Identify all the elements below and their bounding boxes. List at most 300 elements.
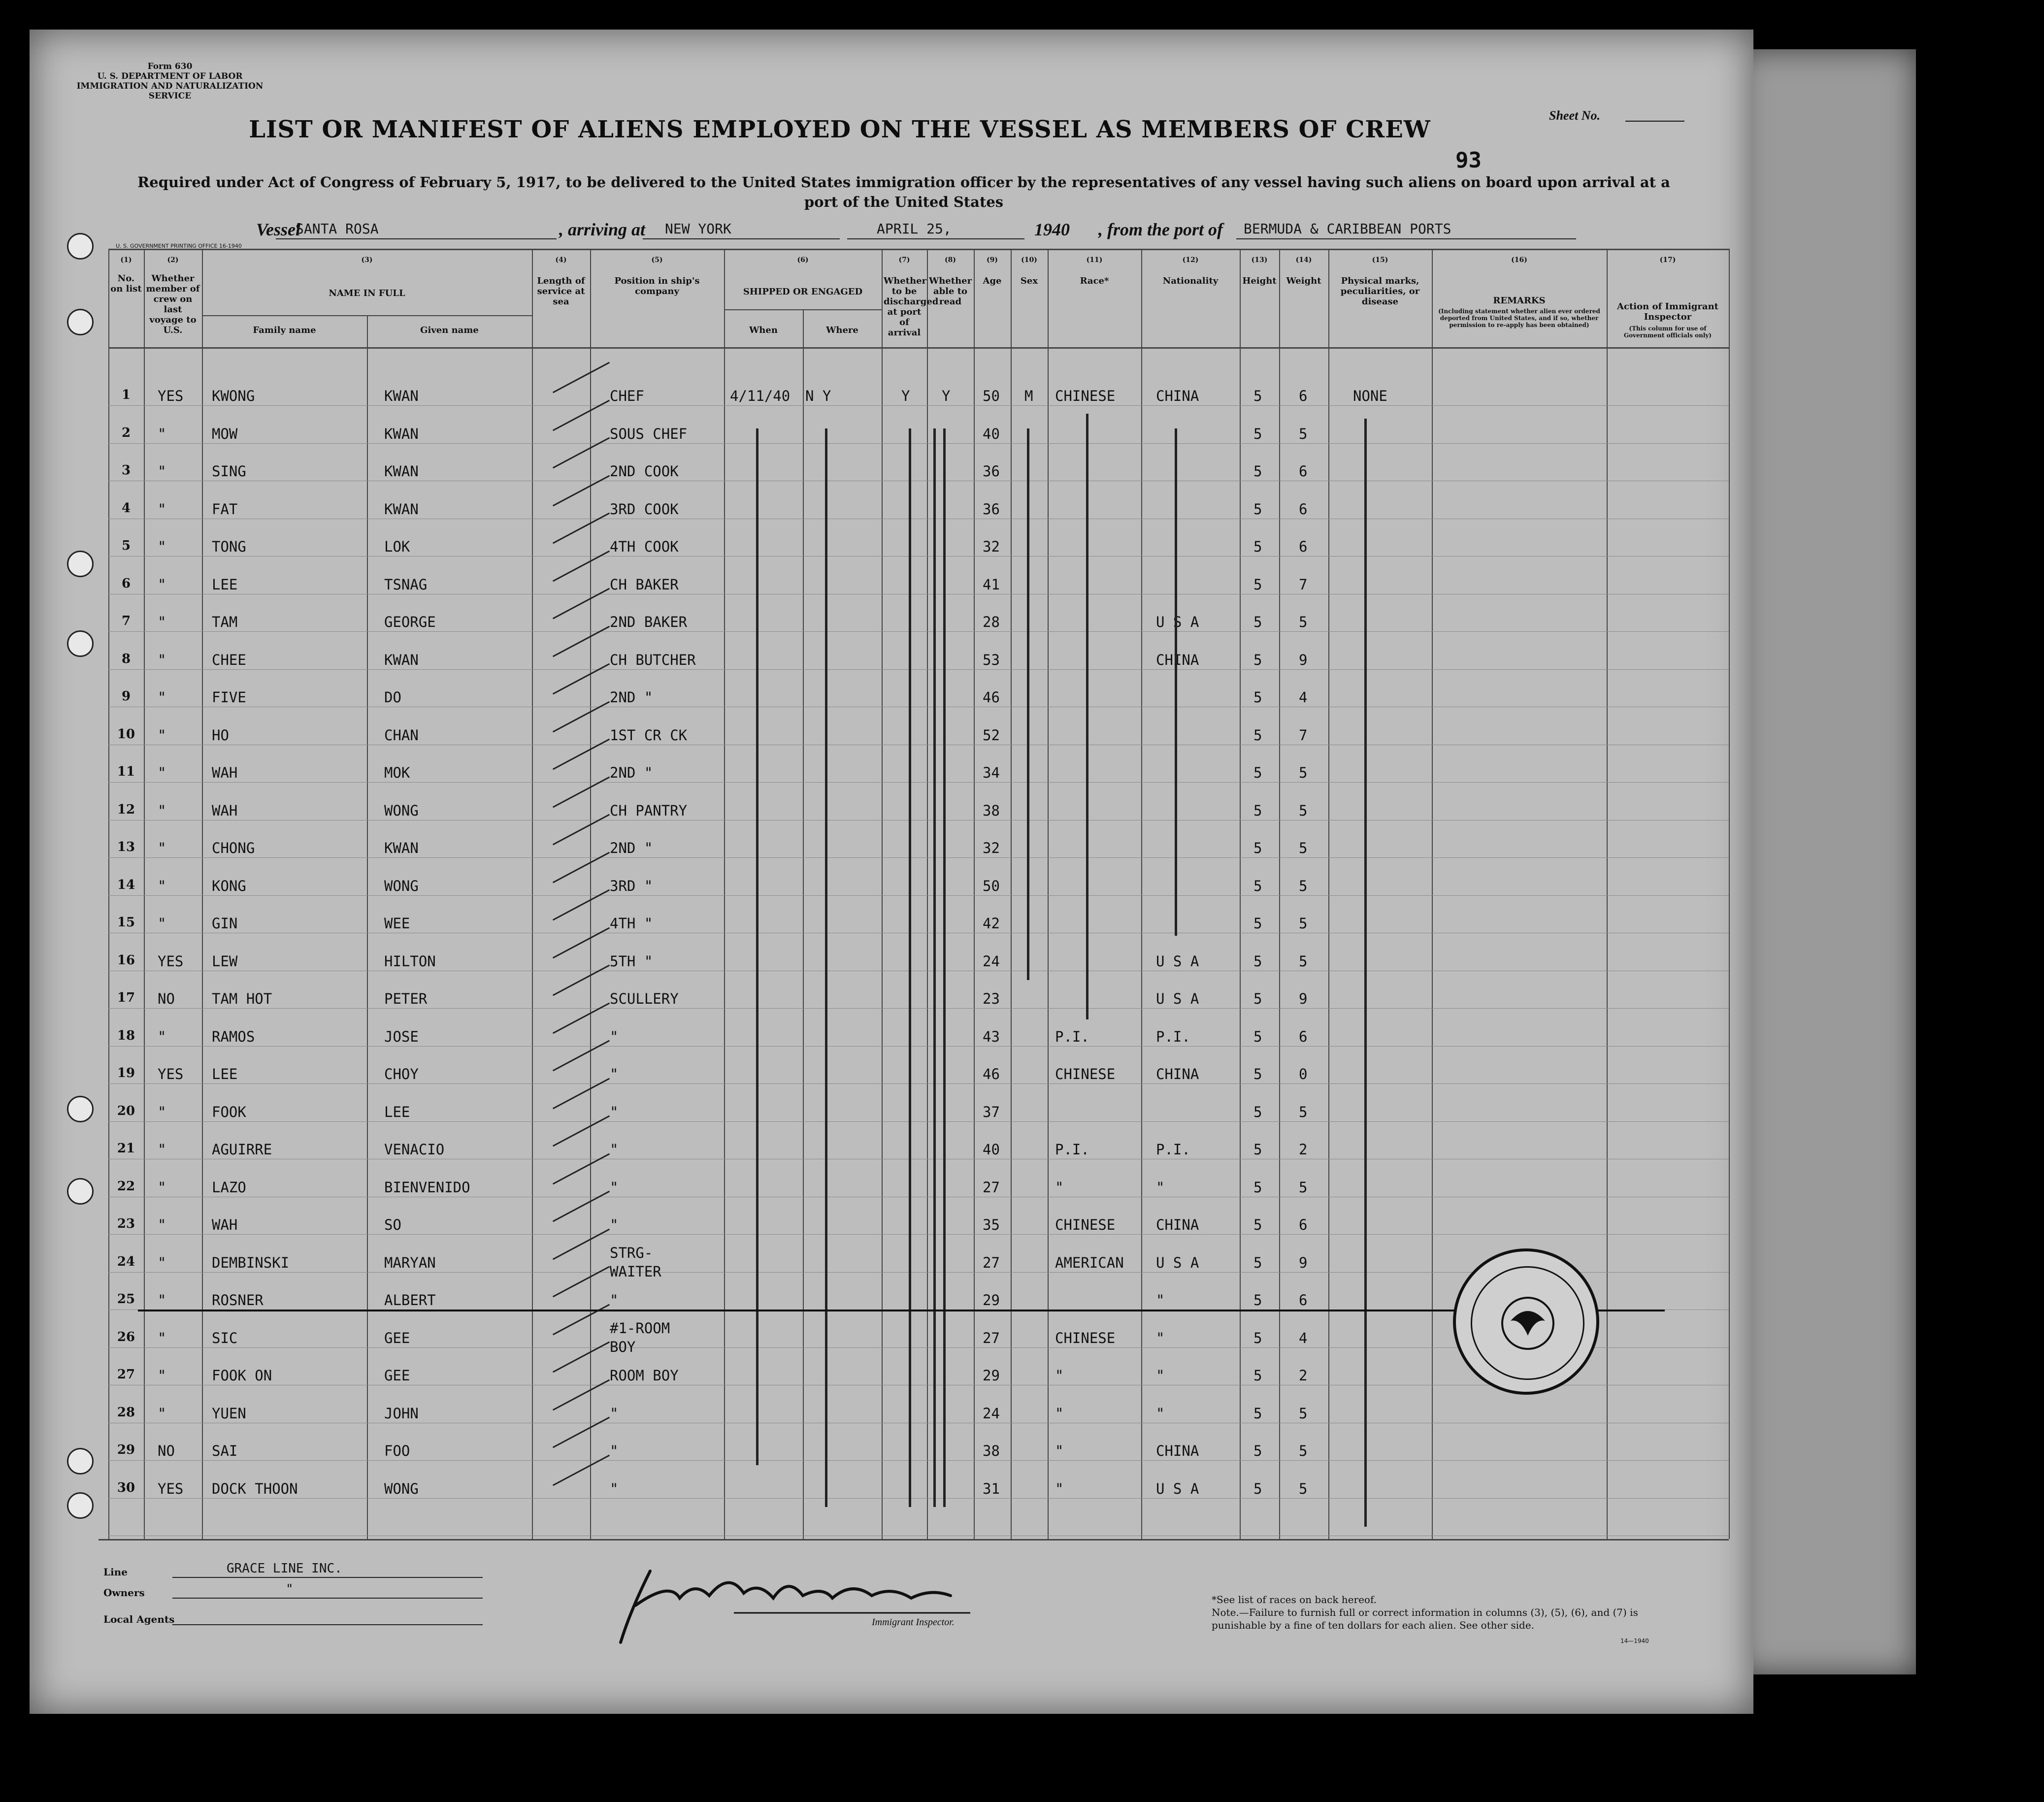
family-name: WAH <box>212 764 238 781</box>
row-number: 16 <box>117 952 135 968</box>
family-name: WAH <box>212 802 238 819</box>
race: CHINESE <box>1055 1066 1116 1082</box>
position: CH BUTCHER <box>610 651 696 668</box>
height: 5 <box>1253 1141 1262 1158</box>
crew-member-last-voyage: NO <box>158 990 175 1007</box>
agents-underline <box>172 1624 483 1625</box>
given-name: TSNAG <box>384 576 428 593</box>
family-name: LEW <box>212 952 238 970</box>
given-name: KWAN <box>384 500 419 518</box>
family-name: DEMBINSKI <box>212 1254 290 1271</box>
height: 5 <box>1253 538 1262 555</box>
given-name: LOK <box>384 538 410 555</box>
column-divider <box>590 249 591 1539</box>
position: " <box>610 1292 619 1309</box>
vessel-name: SANTA ROSA <box>296 221 379 237</box>
column-divider <box>1141 249 1142 1539</box>
weight: 6 <box>1299 463 1308 480</box>
given-name: GEE <box>384 1329 410 1346</box>
height: 5 <box>1253 1480 1262 1497</box>
family-name: CHONG <box>212 840 255 856</box>
crew-member-last-voyage: " <box>158 1405 166 1422</box>
family-name: TONG <box>212 538 246 555</box>
age: 43 <box>983 1028 1000 1045</box>
row-number: 21 <box>117 1141 135 1156</box>
given-name: GEE <box>384 1367 410 1384</box>
crew-member-last-voyage: YES <box>158 388 184 404</box>
column-number-c2: (2) <box>167 256 179 264</box>
row-number: 12 <box>117 802 135 817</box>
race: CHINESE <box>1055 1216 1116 1233</box>
race: CHINESE <box>1055 1329 1116 1346</box>
race: AMERICAN <box>1055 1254 1124 1271</box>
strikethrough-line-row-25 <box>138 1310 1665 1311</box>
row-number: 24 <box>117 1254 135 1269</box>
from-port-label: , from the port of <box>1098 220 1223 239</box>
underlying-page <box>1739 49 1916 1674</box>
binder-hole <box>67 551 94 577</box>
position: 2ND BAKER <box>610 614 688 630</box>
crew-member-last-voyage: " <box>158 425 166 442</box>
position: " <box>610 1066 619 1082</box>
inspector-signature <box>616 1551 990 1650</box>
race: " <box>1055 1442 1064 1459</box>
height: 5 <box>1253 802 1262 819</box>
weight: 7 <box>1299 576 1308 593</box>
weight: 9 <box>1299 651 1308 668</box>
from-port-underline <box>1236 238 1576 239</box>
position: 4TH COOK <box>610 538 679 555</box>
family-name: LEE <box>212 576 238 593</box>
binder-hole <box>67 1096 94 1122</box>
local-agents-label: Local Agents <box>103 1613 175 1625</box>
height: 5 <box>1253 1254 1262 1271</box>
row-number: 14 <box>117 877 135 892</box>
age: 27 <box>983 1329 1000 1346</box>
given-name: MARYAN <box>384 1254 436 1271</box>
weight: 2 <box>1299 1141 1308 1158</box>
age: 40 <box>983 1141 1000 1158</box>
consulate-seal <box>1453 1248 1599 1395</box>
position: CHEF <box>610 388 644 404</box>
column-header-c17: Action of Immigrant Inspector <box>1617 301 1718 322</box>
crew-member-last-voyage: YES <box>158 1066 184 1082</box>
age: 34 <box>983 764 1000 781</box>
race: CHINESE <box>1055 388 1116 404</box>
age: 53 <box>983 651 1000 668</box>
binder-hole <box>67 630 94 657</box>
weight: 5 <box>1299 1103 1308 1120</box>
family-name: FOOK <box>212 1103 246 1120</box>
binder-hole <box>67 233 94 260</box>
age: 52 <box>983 726 1000 744</box>
position: 2ND " <box>610 764 653 781</box>
age: 40 <box>983 425 1000 442</box>
position: #1-ROOM BOY <box>610 1319 670 1355</box>
crew-member-last-voyage: YES <box>158 952 184 970</box>
arrival-port: NEW YORK <box>665 221 731 237</box>
given-name: MOK <box>384 764 410 781</box>
column-header-c15: Physical marks, peculiarities, or disease <box>1340 276 1420 307</box>
position: 2ND " <box>610 840 653 856</box>
crew-member-last-voyage: " <box>158 877 166 894</box>
column-header-c3: NAME IN FULL <box>329 288 405 298</box>
column-divider <box>202 249 203 1539</box>
height: 5 <box>1253 952 1262 970</box>
inspector-label: Immigrant Inspector. <box>872 1617 955 1628</box>
height: 5 <box>1253 1066 1262 1082</box>
physical-marks: NONE <box>1353 388 1387 404</box>
family-name: TAM <box>212 614 238 630</box>
sheet-no-label: Sheet No. <box>1549 108 1600 123</box>
column-divider <box>1011 249 1012 1539</box>
row-number: 19 <box>117 1066 135 1081</box>
sex: M <box>1024 388 1033 404</box>
row-number: 18 <box>117 1028 135 1043</box>
age: 35 <box>983 1216 1000 1233</box>
weight: 6 <box>1299 1028 1308 1045</box>
family-name: AGUIRRE <box>212 1141 272 1158</box>
weight: 7 <box>1299 726 1308 744</box>
position: " <box>610 1442 619 1459</box>
ditto-stroke <box>1175 428 1177 936</box>
row-number: 1 <box>121 388 131 402</box>
family-name: TAM HOT <box>212 990 272 1007</box>
column-number-c7: (7) <box>898 256 910 264</box>
row-number: 17 <box>117 990 135 1005</box>
row-number: 20 <box>117 1103 135 1118</box>
age: 46 <box>983 689 1000 706</box>
column-header-c9: Age <box>983 276 1002 286</box>
given-name: HILTON <box>384 952 436 970</box>
height: 5 <box>1253 651 1262 668</box>
row-rule <box>108 669 1729 670</box>
ditto-stroke <box>1027 428 1029 980</box>
family-name: CHEE <box>212 651 246 668</box>
family-name: ROSNER <box>212 1292 264 1309</box>
row-number: 23 <box>117 1216 135 1231</box>
family-name: SING <box>212 463 246 480</box>
given-name-header: Given name <box>420 325 479 335</box>
race: P.I. <box>1055 1141 1089 1158</box>
position: " <box>610 1141 619 1158</box>
position: " <box>610 1405 619 1422</box>
eagle-icon <box>1496 1291 1560 1355</box>
family-name: FOOK ON <box>212 1367 272 1384</box>
column-divider <box>1729 249 1730 1539</box>
family-name: RAMOS <box>212 1028 255 1045</box>
given-name: LEE <box>384 1103 410 1120</box>
row-rule <box>108 857 1729 858</box>
crew-member-last-voyage: " <box>158 1103 166 1120</box>
position: 2ND " <box>610 689 653 706</box>
height: 5 <box>1253 1179 1262 1196</box>
nationality: CHINA <box>1156 1442 1199 1459</box>
column-divider <box>1432 249 1433 1539</box>
sheet-no-line <box>1625 121 1684 122</box>
column-number-c13: (13) <box>1251 256 1268 264</box>
row-number: 8 <box>121 651 131 666</box>
column-number-c9: (9) <box>987 256 998 264</box>
column-header-c5: Position in ship's company <box>614 276 700 296</box>
column-number-c1: (1) <box>120 256 132 264</box>
position: " <box>610 1028 619 1045</box>
column-header-c14: Weight <box>1286 276 1321 286</box>
column-number-c6: (6) <box>797 256 809 264</box>
row-rule <box>108 1498 1729 1499</box>
row-rule <box>108 631 1729 632</box>
given-name: WONG <box>384 1480 419 1497</box>
position: " <box>610 1103 619 1120</box>
height: 5 <box>1253 990 1262 1007</box>
race: " <box>1055 1405 1064 1422</box>
crew-member-last-voyage: " <box>158 1254 166 1271</box>
nationality: " <box>1156 1367 1165 1384</box>
row-rule <box>108 1121 1729 1122</box>
given-name: KWAN <box>384 425 419 442</box>
weight: 6 <box>1299 500 1308 518</box>
family-name-header: Family name <box>253 325 316 335</box>
age: 37 <box>983 1103 1000 1120</box>
row-rule <box>108 1008 1729 1009</box>
height: 5 <box>1253 1405 1262 1422</box>
row-number: 4 <box>121 500 131 516</box>
weight: 5 <box>1299 802 1308 819</box>
column-divider <box>927 249 928 1539</box>
given-name: JOSE <box>384 1028 419 1045</box>
column-header-c2: Whether member of crew on last voyage to U.S. <box>146 273 200 335</box>
weight: 0 <box>1299 1066 1308 1082</box>
height: 5 <box>1253 1216 1262 1233</box>
height: 5 <box>1253 1367 1262 1384</box>
given-name: CHOY <box>384 1066 419 1082</box>
given-name: KWAN <box>384 651 419 668</box>
column-header-c8: Whether able to read <box>929 276 972 307</box>
column-header-c6: SHIPPED OR ENGAGED <box>743 287 863 297</box>
row-rule <box>108 405 1729 406</box>
nationality: U S A <box>1156 1254 1199 1271</box>
height: 5 <box>1253 500 1262 518</box>
page-title: LIST OR MANIFEST OF ALIENS EMPLOYED ON THE VESSEL AS MEMBERS OF CREW <box>249 116 1431 143</box>
family-name: DOCK THOON <box>212 1480 298 1497</box>
shipped-where: N Y <box>805 388 831 404</box>
given-name: VENACIO <box>384 1141 445 1158</box>
age: 32 <box>983 538 1000 555</box>
weight: 9 <box>1299 1254 1308 1271</box>
column-header-c1: No. on list <box>110 273 142 294</box>
height: 5 <box>1253 764 1262 781</box>
column-divider <box>144 249 145 1539</box>
position: ROOM BOY <box>610 1367 679 1384</box>
height: 5 <box>1253 1329 1262 1346</box>
given-name: FOO <box>384 1442 410 1459</box>
printing-office-note: U. S. GOVERNMENT PRINTING OFFICE 16-1940 <box>116 243 242 249</box>
position: " <box>610 1179 619 1196</box>
column-divider <box>532 249 533 1539</box>
weight: 6 <box>1299 538 1308 555</box>
column-number-c15: (15) <box>1372 256 1388 264</box>
family-name: FAT <box>212 500 238 518</box>
subcolumn-divider <box>803 309 804 1539</box>
weight: 5 <box>1299 840 1308 856</box>
crew-member-last-voyage: " <box>158 463 166 480</box>
where-header: Where <box>826 325 858 335</box>
row-number: 26 <box>117 1329 135 1344</box>
column-subheader-c17: (This column for use of Government officials only) <box>1623 325 1712 339</box>
from-port: BERMUDA & CARIBBEAN PORTS <box>1244 221 1451 237</box>
position: STRG- WAITER <box>610 1244 661 1280</box>
row-number: 27 <box>117 1367 135 1382</box>
crew-member-last-voyage: YES <box>158 1480 184 1497</box>
position: CH BAKER <box>610 576 679 593</box>
height: 5 <box>1253 840 1262 856</box>
column-divider <box>724 249 725 1539</box>
height: 5 <box>1253 1103 1262 1120</box>
line-label: Line <box>103 1566 128 1578</box>
given-name: KWAN <box>384 463 419 480</box>
crew-member-last-voyage: " <box>158 651 166 668</box>
row-number: 22 <box>117 1179 135 1194</box>
ditto-stroke <box>1364 419 1367 1527</box>
age: 27 <box>983 1254 1000 1271</box>
column-header-c13: Height <box>1242 276 1277 286</box>
shipped-when: 4/11/40 <box>730 388 791 404</box>
row-rule <box>108 443 1729 444</box>
family-name: MOW <box>212 425 238 442</box>
weight: 5 <box>1299 614 1308 630</box>
height: 5 <box>1253 463 1262 480</box>
row-rule <box>108 895 1729 896</box>
family-name: LEE <box>212 1066 238 1082</box>
family-name: SIC <box>212 1329 238 1346</box>
column-number-c11: (11) <box>1086 256 1103 264</box>
crew-member-last-voyage: " <box>158 1292 166 1309</box>
subcolumn-divider <box>367 315 368 1539</box>
position: SCULLERY <box>610 990 679 1007</box>
ditto-stroke <box>825 428 827 1507</box>
column-header-c7: Whether to be discharged at port of arrival <box>884 276 939 338</box>
weight: 6 <box>1299 1292 1308 1309</box>
family-name: LAZO <box>212 1179 246 1196</box>
height: 5 <box>1253 689 1262 706</box>
crew-member-last-voyage: NO <box>158 1442 175 1459</box>
row-number: 30 <box>117 1480 135 1495</box>
line-underline <box>172 1577 483 1578</box>
weight: 5 <box>1299 877 1308 894</box>
weight: 4 <box>1299 1329 1308 1346</box>
nationality: " <box>1156 1329 1165 1346</box>
row-rule <box>108 1460 1729 1461</box>
column-divider <box>1240 249 1241 1539</box>
position: 3RD COOK <box>610 500 679 518</box>
nationality: CHINA <box>1156 651 1199 668</box>
ditto-stroke <box>909 428 911 1507</box>
age: 41 <box>983 576 1000 593</box>
age: 31 <box>983 1480 1000 1497</box>
column-divider <box>882 249 883 1539</box>
race: " <box>1055 1480 1064 1497</box>
age: 50 <box>983 388 1000 404</box>
table-bottom-border <box>99 1539 1729 1540</box>
age: 23 <box>983 990 1000 1007</box>
form-subtitle: Required under Act of Congress of February 5, 1917, to be delivered to the United States immigration officer by the representatives of any vessel having such aliens on board upon arrival at a port of the United States <box>137 174 1670 210</box>
race: " <box>1055 1367 1064 1384</box>
row-number: 11 <box>117 764 135 779</box>
nationality: P.I. <box>1156 1028 1190 1045</box>
age: 29 <box>983 1367 1000 1384</box>
column-header-c11: Race* <box>1080 276 1109 286</box>
age: 24 <box>983 952 1000 970</box>
age: 28 <box>983 614 1000 630</box>
footer-note: *See list of races on back hereof. Note.—Failure to furnish full or correct information in columns (3), (5), (6), and (7) is punishable by a fine of ten dollars for each alien. See other side. <box>1212 1594 1638 1631</box>
row-rule <box>108 1046 1729 1047</box>
crew-member-last-voyage: " <box>158 915 166 932</box>
family-name: YUEN <box>212 1405 246 1422</box>
family-name: GIN <box>212 915 238 932</box>
line-value: GRACE LINE INC. <box>227 1561 342 1576</box>
crew-member-last-voyage: " <box>158 1216 166 1233</box>
crew-member-last-voyage: " <box>158 1329 166 1346</box>
nationality: U S A <box>1156 990 1199 1007</box>
family-name: FIVE <box>212 689 246 706</box>
ditto-stroke <box>933 428 936 1507</box>
row-number: 6 <box>121 576 131 591</box>
crew-member-last-voyage: " <box>158 1179 166 1196</box>
nationality: " <box>1156 1405 1165 1422</box>
position: SOUS CHEF <box>610 425 688 442</box>
date-underline <box>847 238 1024 239</box>
column-divider <box>974 249 975 1539</box>
seal-emblem <box>1471 1266 1584 1380</box>
height: 5 <box>1253 1442 1262 1459</box>
ditto-stroke <box>1086 414 1088 1019</box>
owners-underline <box>172 1598 483 1599</box>
nationality: CHINA <box>1156 1216 1199 1233</box>
column-divider <box>1048 249 1049 1539</box>
row-number: 29 <box>117 1442 135 1457</box>
position: 4TH " <box>610 915 653 932</box>
column-number-c12: (12) <box>1182 256 1199 264</box>
row-rule <box>108 782 1729 783</box>
nationality: U S A <box>1156 1480 1199 1497</box>
column-subheader-c16: (Including statement whether alien ever ordered deported from United States, and if so, whether permission to re-apply has been obtained) <box>1438 308 1600 328</box>
position: " <box>610 1216 619 1233</box>
age: 50 <box>983 877 1000 894</box>
position: 5TH " <box>610 952 653 970</box>
family-name: HO <box>212 726 229 744</box>
column-number-c14: (14) <box>1295 256 1312 264</box>
row-number: 25 <box>117 1292 135 1307</box>
height: 5 <box>1253 614 1262 630</box>
crew-member-last-voyage: " <box>158 840 166 856</box>
crew-member-last-voyage: " <box>158 576 166 593</box>
sheet-number: 93 <box>1455 148 1482 173</box>
column-number-c8: (8) <box>945 256 956 264</box>
weight: 5 <box>1299 425 1308 442</box>
age: 24 <box>983 1405 1000 1422</box>
height: 5 <box>1253 1028 1262 1045</box>
family-name: KONG <box>212 877 246 894</box>
row-number: 7 <box>121 614 131 628</box>
form-code: 14—1940 <box>1620 1638 1649 1644</box>
owners-label: Owners <box>103 1587 145 1599</box>
weight: 6 <box>1299 1216 1308 1233</box>
nationality: " <box>1156 1179 1165 1196</box>
crew-member-last-voyage: " <box>158 614 166 630</box>
column-number-c16: (16) <box>1511 256 1527 264</box>
given-name: JOHN <box>384 1405 419 1422</box>
given-name: BIENVENIDO <box>384 1179 470 1196</box>
